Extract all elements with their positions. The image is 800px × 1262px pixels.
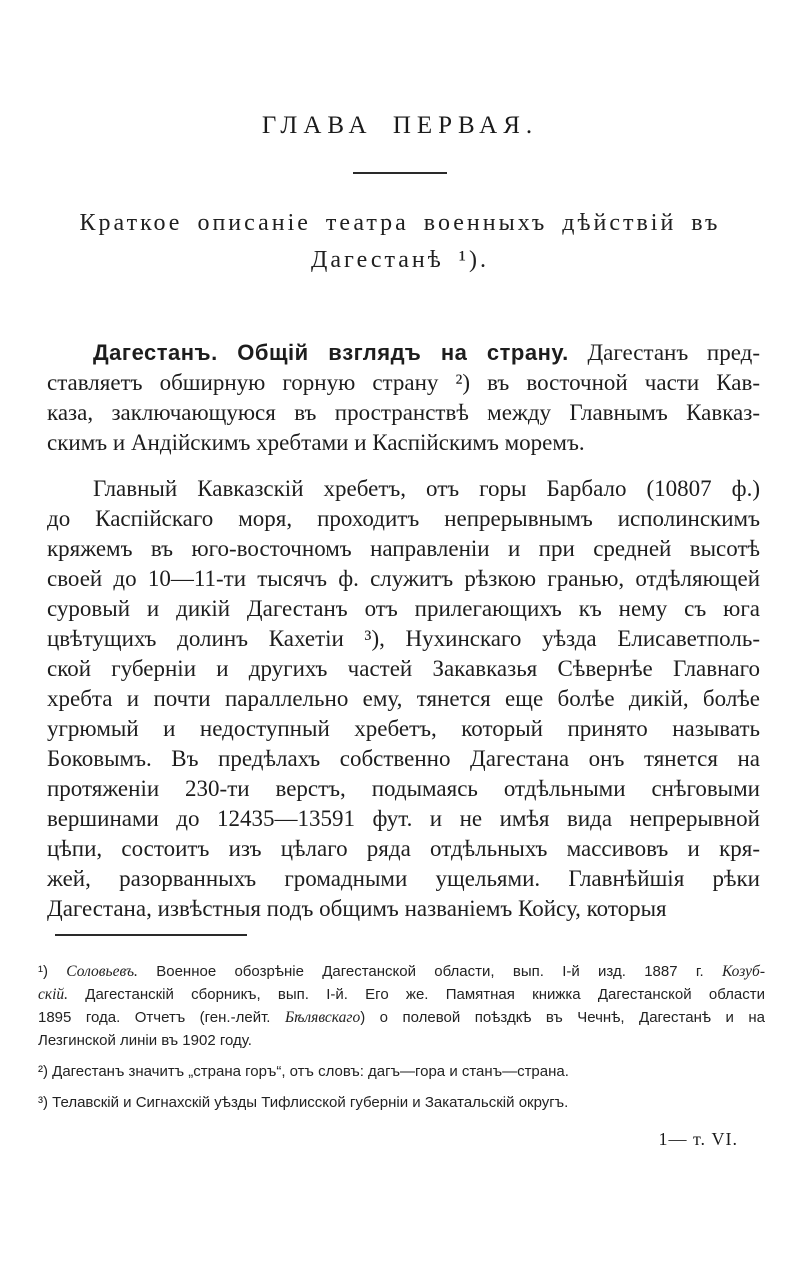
chapter-subtitle bbox=[40, 205, 760, 279]
text-line bbox=[47, 654, 760, 684]
text-line bbox=[47, 564, 760, 594]
footnotes-block bbox=[38, 960, 765, 1114]
plain-text: каза, заключающуюся въ пространствѣ между Главнымъ Кавказ- bbox=[47, 400, 760, 425]
body-text bbox=[47, 338, 760, 924]
plain-text: ¹) bbox=[38, 963, 67, 980]
italic-text: скій. bbox=[38, 986, 69, 1003]
plain-text: 1895 года. Отчетъ (ген.-лейт. bbox=[38, 1009, 285, 1026]
plain-text: Военное обозрѣніе Дагестанской области, вып. I-й изд. 1887 г. bbox=[137, 963, 722, 980]
text-line bbox=[38, 1091, 765, 1114]
plain-text: Дагестанскій сборникъ, вып. I-й. Его же. Памятная книжка Дагестанской области bbox=[68, 986, 765, 1003]
text-line bbox=[47, 864, 760, 894]
plain-text: Дагестанъ пред- bbox=[568, 340, 760, 365]
text-line bbox=[47, 594, 760, 624]
plain-text: вершинами до 12435—13591 фут. и не имѣя вида непрерывной bbox=[47, 806, 760, 831]
plain-text: своей до 10—11-ти тысячъ ф. служитъ рѣзкою гранью, отдѣляющей bbox=[47, 566, 760, 591]
text-line bbox=[38, 1029, 765, 1052]
text-line bbox=[47, 894, 760, 924]
text-line bbox=[47, 744, 760, 774]
text-line bbox=[38, 983, 765, 1006]
footnote-2 bbox=[38, 1060, 765, 1083]
chapter-heading: ГЛАВА ПЕРВАЯ. bbox=[261, 112, 539, 139]
plain-text: Краткое описаніе театра военныхъ дѣйствій въ bbox=[79, 210, 721, 236]
text-line bbox=[47, 338, 760, 368]
italic-text: Бѣлявскаго bbox=[284, 1009, 361, 1026]
text-line bbox=[47, 774, 760, 804]
footnote-1 bbox=[38, 960, 765, 1052]
text-line bbox=[47, 534, 760, 564]
plain-text: ²) Дагестанъ значитъ „страна горъ“, отъ словъ: дагъ—гора и станъ—страна. bbox=[38, 1063, 569, 1080]
plain-text: ской губерніи и другихъ частей Закавказья Сѣвернѣе Главнаго bbox=[47, 656, 760, 681]
italic-text: Соловьевъ. bbox=[66, 963, 138, 980]
plain-text: ставляетъ обширную горную страну ²) въ восточной части Кав- bbox=[47, 370, 760, 395]
text-line bbox=[47, 474, 760, 504]
plain-text: протяженіи 230-ти верстъ, подымаясь отдѣльными снѣговыми bbox=[47, 776, 760, 801]
page-signature: 1— т. VI. bbox=[658, 1129, 738, 1149]
heading-divider bbox=[353, 172, 447, 174]
text-line bbox=[38, 1060, 765, 1083]
plain-text: ) о полевой поѣздкѣ въ Чечнѣ, Дагестанѣ и на bbox=[360, 1009, 766, 1026]
text-line bbox=[47, 804, 760, 834]
paragraph-dagestan-overview bbox=[47, 338, 760, 458]
plain-text: угрюмый и недоступный хребетъ, который принято называть bbox=[47, 716, 760, 741]
bold-lead-text: Дагестанъ. Общій взглядъ на страну. bbox=[93, 340, 569, 365]
text-line bbox=[47, 504, 760, 534]
text-line bbox=[47, 714, 760, 744]
italic-text: Козуб- bbox=[721, 963, 765, 980]
text-line bbox=[47, 368, 760, 398]
text-line bbox=[40, 205, 760, 242]
plain-text: до Каспійскаго моря, проходитъ непрерывнымъ исполинскимъ bbox=[47, 506, 760, 531]
plain-text: кряжемъ въ юго-восточномъ направленіи и при средней высотѣ bbox=[47, 536, 760, 561]
plain-text: цѣпи, состоитъ изъ цѣлаго ряда отдѣльныхъ массивовъ и кря- bbox=[47, 836, 760, 861]
plain-text: Боковымъ. Въ предѣлахъ собственно Дагестана онъ тянется на bbox=[47, 746, 760, 771]
text-line bbox=[38, 1006, 765, 1029]
text-line bbox=[47, 684, 760, 714]
text-line bbox=[47, 428, 760, 458]
footnote-3 bbox=[38, 1091, 765, 1114]
text-line bbox=[47, 624, 760, 654]
paragraph-main-caucasus-ridge bbox=[47, 474, 760, 924]
plain-text: жей, разорванныхъ громадными ущельями. Главнѣйшія рѣки bbox=[47, 866, 760, 891]
plain-text: цвѣтущихъ долинъ Кахетіи ³), Нухинскаго уѣзда Елисаветполь- bbox=[47, 626, 760, 651]
plain-text: ³) Телавскій и Сигнахскій уѣзды Тифлисской губерніи и Закатальскій округъ. bbox=[38, 1094, 569, 1111]
plain-text: скимъ и Андійскимъ хребтами и Каспійскимъ моремъ. bbox=[47, 430, 585, 455]
plain-text: Дагестана, извѣстныя подъ общимъ названіемъ Койсу, которыя bbox=[47, 896, 667, 921]
plain-text: Главный Кавказскій хребетъ, отъ горы Барбало (10807 ф.) bbox=[93, 476, 760, 501]
plain-text: хребта и почти параллельно ему, тянется еще болѣе дикій, болѣе bbox=[47, 686, 760, 711]
text-line bbox=[40, 242, 760, 279]
plain-text: Дагестанѣ ¹). bbox=[311, 247, 489, 273]
text-line bbox=[38, 960, 765, 983]
text-line bbox=[47, 834, 760, 864]
plain-text: Лезгинской линіи въ 1902 году. bbox=[38, 1032, 252, 1049]
footnote-divider bbox=[55, 934, 247, 936]
text-line bbox=[47, 398, 760, 428]
plain-text: суровый и дикій Дагестанъ отъ прилегающихъ къ нему съ юга bbox=[47, 596, 760, 621]
